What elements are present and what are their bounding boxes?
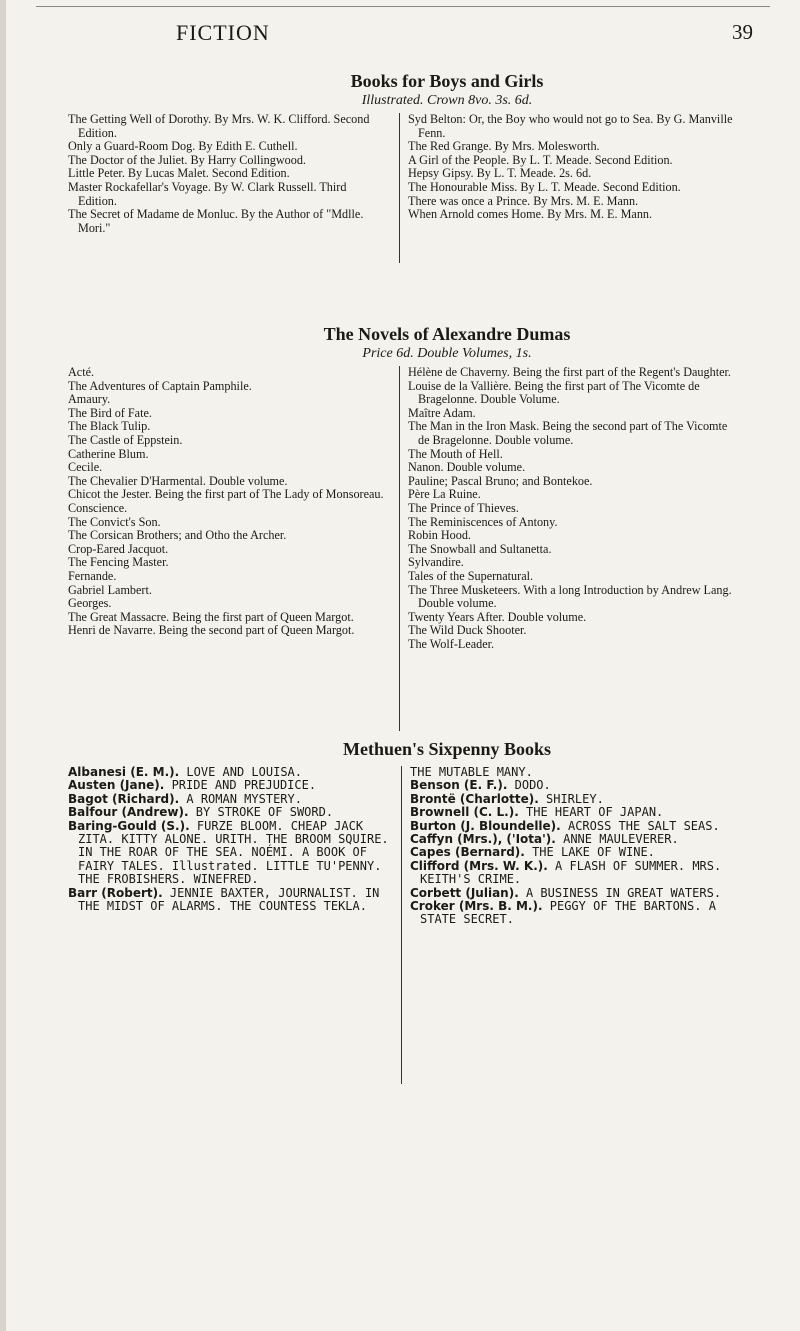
column-divider (401, 766, 402, 1084)
list-item (410, 846, 745, 859)
list-item: Chicot the Jester. Being the first part of The Lady of Monsoreau. (68, 487, 384, 502)
list-item: A Girl of the People. By L. T. Meade. Second Edition. (408, 152, 673, 167)
titles: ANNE MAULEVERER. (563, 832, 679, 847)
titles: LOVE AND LOUISA. (186, 765, 302, 779)
titles: PEGGY OF THE BARTONS. A STATE SECRET. (420, 899, 716, 927)
list-item: The Red Grange. By Mrs. Molesworth. (408, 139, 600, 154)
section3-right-column (410, 766, 745, 927)
list-item: Maître Adam. (408, 405, 476, 420)
column-divider (399, 113, 400, 263)
section1-right-column (408, 113, 738, 222)
list-item: The Three Musketeers. With a long Introduction by Andrew Lang. Double volume. (408, 582, 732, 611)
author: Benson (E. F.). (410, 778, 508, 793)
list-item (68, 820, 390, 887)
list-item (410, 820, 745, 833)
list-item: Gabriel Lambert. (68, 582, 152, 597)
titles: THE HEART OF JAPAN. (526, 805, 664, 820)
list-item: The Snowball and Sultanetta. (408, 541, 552, 556)
section-books-for-boys-and-girls (178, 70, 716, 110)
titles: A FLASH OF SUMMER. MRS. KEITH'S CRIME. (420, 858, 722, 887)
list-item: Acté. (68, 365, 95, 379)
list-item: Twenty Years After. Double volume. (408, 609, 587, 624)
section-subtitle: Price 6d. Double Volumes, 1s. (362, 346, 532, 361)
list-item (410, 806, 745, 819)
list-item: Henri de Navarre. Being the second part of Queen Margot. (68, 623, 355, 638)
list-item (410, 887, 745, 900)
titles: THE LAKE OF WINE. (532, 845, 655, 860)
titles: JENNIE BAXTER, JOURNALIST. IN THE MIDST OF ALARMS. THE COUNTESS TEKLA. (78, 885, 380, 914)
titles: A BUSINESS IN GREAT WATERS. (525, 885, 722, 900)
list-item: The Reminiscences of Antony. (408, 514, 558, 529)
list-item: The Wild Duck Shooter. (408, 623, 527, 638)
list-item (68, 793, 390, 806)
list-item: Tales of the Supernatural. (408, 568, 534, 583)
list-item: Hepsy Gipsy. By L. T. Meade. 2s. 6d. (408, 166, 592, 181)
list-item: The Man in the Iron Mask. Being the second part of The Vicomte de Bragelonne. Double volume. (408, 419, 728, 447)
titles: ACROSS THE SALT SEAS. (567, 818, 720, 833)
list-item (68, 779, 390, 792)
section2-right-column (408, 366, 738, 651)
list-item: When Arnold comes Home. By Mrs. M. E. Mann. (408, 207, 653, 222)
list-item (410, 766, 745, 779)
list-item: The Prince of Thieves. (408, 500, 519, 515)
list-item (68, 887, 390, 914)
author: Croker (Mrs. B. M.). (410, 899, 543, 914)
titles: SHIRLEY. (546, 791, 604, 806)
author: Capes (Bernard). (410, 845, 525, 860)
list-item: There was once a Prince. By Mrs. M. E. Mann. (408, 193, 639, 208)
list-item: Fernande. (68, 568, 117, 583)
list-item: Catherine Blum. (68, 446, 149, 461)
list-item: The Getting Well of Dorothy. By Mrs. W. K. Clifford. Second Edition. (68, 112, 370, 140)
list-item: Georges. (68, 596, 112, 611)
titles: PRIDE AND PREJUDICE. (171, 778, 317, 793)
author: Balfour (Andrew). (68, 805, 189, 820)
section-subtitle: Illustrated. Crown 8vo. 3s. 6d. (361, 93, 533, 108)
running-head: FICTION (176, 20, 270, 45)
list-item (410, 860, 745, 887)
author: Brownell (C. L.). (410, 805, 519, 820)
author: Brontë (Charlotte). (410, 791, 539, 806)
list-item: The Castle of Eppstein. (68, 432, 183, 447)
author: Caffyn (Mrs.), ('Iota'). (410, 832, 556, 847)
section1-left-column (68, 113, 388, 235)
titles: DODO. (514, 778, 551, 793)
list-item: Père La Ruine. (408, 487, 481, 502)
list-item: Robin Hood. (408, 528, 471, 543)
list-item: The Honourable Miss. By L. T. Meade. Second Edition. (408, 179, 681, 194)
list-item: Conscience. (68, 500, 128, 515)
section-novels-of-alexandre-dumas (178, 323, 716, 363)
author: Baring-Gould (S.). (68, 818, 190, 833)
section-title: Methuen's Sixpenny Books (342, 739, 552, 759)
list-item: The Bird of Fate. (68, 405, 152, 420)
list-item: Pauline; Pascal Bruno; and Bontekoe. (408, 473, 593, 488)
list-item (410, 793, 745, 806)
list-item (410, 833, 745, 846)
titles: A ROMAN MYSTERY. (186, 791, 302, 806)
section-title: Books for Boys and Girls (350, 71, 544, 91)
titles: BY STROKE OF SWORD. (195, 805, 334, 820)
list-item: The Secret of Madame de Monluc. By the Author of "Mdlle. Mori." (68, 207, 364, 235)
author: Bagot (Richard). (68, 791, 180, 806)
list-item: Hélène de Chaverny. Being the first part of the Regent's Daughter. (408, 365, 731, 379)
list-item: Nanon. Double volume. (408, 460, 526, 475)
list-item: The Fencing Master. (68, 555, 169, 570)
list-item: The Wolf-Leader. (408, 636, 495, 651)
list-item: Cecile. (68, 460, 103, 475)
list-item: The Convict's Son. (68, 514, 161, 529)
list-item: Only a Guard-Room Dog. By Edith E. Cuthell. (68, 139, 298, 154)
section3-columns (68, 766, 748, 1096)
author: Corbett (Julian). (410, 885, 519, 900)
section2-left-column (68, 366, 388, 638)
section1-columns (68, 113, 748, 348)
author: Burton (J. Bloundelle). (410, 818, 561, 833)
section-title: The Novels of Alexandre Dumas (323, 324, 571, 344)
author: Clifford (Mrs. W. K.). (410, 858, 548, 873)
page-spine-shadow (0, 0, 6, 1331)
list-item (410, 779, 745, 792)
list-item: The Black Tulip. (68, 419, 151, 434)
list-item: The Great Massacre. Being the first part of Queen Margot. (68, 609, 354, 624)
author: Albanesi (E. M.). (68, 765, 180, 779)
list-item: Sylvandire. (408, 555, 464, 570)
list-item: The Doctor of the Juliet. By Harry Collingwood. (68, 152, 306, 167)
list-item: The Adventures of Captain Pamphile. (68, 378, 252, 393)
list-item: Little Peter. By Lucas Malet. Second Edition. (68, 166, 290, 181)
list-item: Louise de la Vallière. Being the first part of The Vicomte de Bragelonne. Double Volume. (408, 378, 700, 407)
list-item: Master Rockafellar's Voyage. By W. Clark Russell. Third Edition. (68, 179, 347, 208)
list-item (68, 766, 390, 779)
author: Austen (Jane). (68, 778, 165, 793)
list-item: The Chevalier D'Harmental. Double volume. (68, 473, 288, 488)
list-item: The Mouth of Hell. (408, 446, 503, 461)
list-item (68, 806, 390, 819)
list-item: Crop-Eared Jacquot. (68, 541, 169, 556)
list-item (410, 900, 745, 927)
top-rule (36, 6, 770, 7)
list-item: Amaury. (68, 392, 111, 407)
author: Barr (Robert). (68, 885, 163, 900)
page-number: 39 (732, 20, 753, 44)
column-divider (399, 366, 400, 731)
titles: FURZE BLOOM. CHEAP JACK ZITA. KITTY ALONE. URITH. THE BROOM SQUIRE. IN THE ROAR OF THE SEA. NOÉMI. A BOOK OF FAIRY TALES. Illustrated. LITTLE TU'PENNY. THE FROBISHERS. WINEFRED. (78, 818, 389, 887)
section3-left-column (68, 766, 390, 913)
list-item: Syd Belton: Or, the Boy who would not go to Sea. By G. Manville Fenn. (408, 112, 733, 140)
titles: THE MUTABLE MANY. (410, 765, 533, 779)
section-methuens-sixpenny-books (178, 738, 716, 760)
section2-columns (68, 366, 748, 736)
list-item: The Corsican Brothers; and Otho the Archer. (68, 528, 287, 543)
